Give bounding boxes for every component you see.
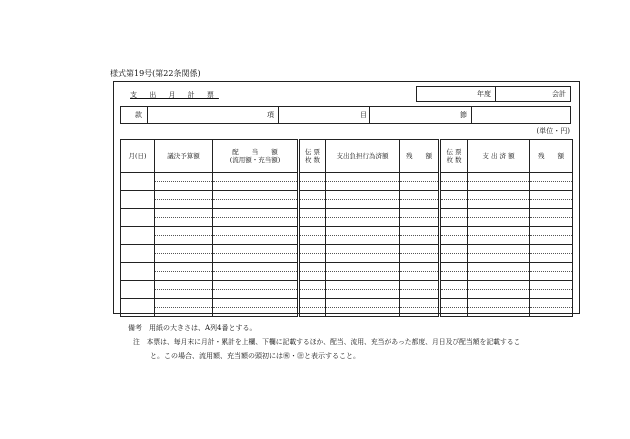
table-cell[interactable] bbox=[326, 299, 400, 308]
table-row bbox=[121, 308, 573, 317]
table-row bbox=[121, 290, 573, 299]
table-cell[interactable] bbox=[440, 191, 468, 200]
table-cell[interactable] bbox=[530, 308, 573, 317]
fiscal-account-box bbox=[416, 86, 571, 102]
notes-line-1: 備考 用紙の大きさは、A列4番とする。 bbox=[128, 324, 257, 332]
table-cell[interactable] bbox=[299, 272, 326, 281]
header-month-day: 月(日) bbox=[121, 140, 155, 173]
table-cell[interactable] bbox=[299, 281, 326, 290]
table-row bbox=[121, 191, 573, 200]
table-row bbox=[121, 263, 573, 272]
table-cell[interactable] bbox=[299, 290, 326, 299]
table-cell[interactable] bbox=[299, 182, 326, 191]
table-cell[interactable] bbox=[299, 200, 326, 209]
header-allocation-label: 配 当 額 bbox=[232, 148, 278, 156]
table-cell[interactable] bbox=[155, 254, 213, 263]
table-cell[interactable] bbox=[400, 200, 440, 209]
table-row bbox=[121, 218, 573, 227]
table-cell[interactable] bbox=[468, 191, 530, 200]
table-cell[interactable] bbox=[400, 299, 440, 308]
table-cell[interactable] bbox=[530, 182, 573, 191]
table-cell[interactable] bbox=[400, 236, 440, 245]
table-cell[interactable] bbox=[121, 227, 155, 245]
kan-label: 款 bbox=[135, 111, 142, 119]
table-cell[interactable] bbox=[121, 191, 155, 209]
table-cell[interactable] bbox=[213, 299, 299, 308]
header-balance-1: 残 額 bbox=[400, 140, 440, 173]
table-cell[interactable] bbox=[155, 200, 213, 209]
table-cell[interactable] bbox=[530, 272, 573, 281]
table-cell[interactable] bbox=[468, 218, 530, 227]
table-cell[interactable] bbox=[121, 245, 155, 263]
table-cell[interactable] bbox=[155, 290, 213, 299]
table-cell[interactable] bbox=[400, 218, 440, 227]
table-cell[interactable] bbox=[440, 209, 468, 218]
table-cell[interactable] bbox=[468, 245, 530, 254]
table-cell[interactable] bbox=[155, 218, 213, 227]
table-cell[interactable] bbox=[468, 236, 530, 245]
table-cell[interactable] bbox=[468, 200, 530, 209]
table-cell[interactable] bbox=[468, 290, 530, 299]
table-row bbox=[121, 254, 573, 263]
setsu-label: 節 bbox=[460, 111, 467, 119]
account-label: 会計 bbox=[552, 90, 566, 98]
table-cell[interactable] bbox=[440, 308, 468, 317]
table-cell[interactable] bbox=[213, 245, 299, 254]
table-cell[interactable] bbox=[468, 263, 530, 272]
fiscal-year-cell bbox=[416, 86, 496, 102]
table-cell[interactable] bbox=[326, 236, 400, 245]
table-cell[interactable] bbox=[400, 254, 440, 263]
table-row bbox=[121, 281, 573, 290]
table-cell[interactable] bbox=[400, 227, 440, 236]
table-cell[interactable] bbox=[400, 182, 440, 191]
table-cell[interactable] bbox=[530, 236, 573, 245]
table-cell[interactable] bbox=[400, 272, 440, 281]
table-cell[interactable] bbox=[440, 200, 468, 209]
table-cell[interactable] bbox=[213, 236, 299, 245]
table-cell[interactable] bbox=[155, 182, 213, 191]
table-cell[interactable] bbox=[400, 209, 440, 218]
table-cell[interactable] bbox=[299, 209, 326, 218]
table-cell[interactable] bbox=[213, 182, 299, 191]
table-cell[interactable] bbox=[155, 245, 213, 254]
unit-label: (単位・円) bbox=[536, 127, 570, 135]
table-cell[interactable] bbox=[155, 209, 213, 218]
table-header-row bbox=[121, 140, 573, 173]
table-cell[interactable] bbox=[530, 209, 573, 218]
table-cell[interactable] bbox=[299, 254, 326, 263]
monthly-ledger-table bbox=[120, 139, 573, 317]
table-cell[interactable] bbox=[530, 227, 573, 236]
table-cell[interactable] bbox=[155, 227, 213, 236]
table-cell[interactable] bbox=[213, 281, 299, 290]
notes-line-3: と。この場合、流用額、充当額の頭初には㊗・㊟と表示すること。 bbox=[150, 352, 360, 360]
table-cell[interactable] bbox=[121, 263, 155, 281]
table-cell[interactable] bbox=[530, 299, 573, 308]
table-cell[interactable] bbox=[213, 191, 299, 200]
table-row bbox=[121, 236, 573, 245]
table-cell[interactable] bbox=[468, 182, 530, 191]
table-cell[interactable] bbox=[121, 209, 155, 227]
table-cell[interactable] bbox=[213, 173, 299, 182]
table-cell[interactable] bbox=[326, 272, 400, 281]
table-cell[interactable] bbox=[299, 191, 326, 200]
table-cell[interactable] bbox=[326, 308, 400, 317]
classification-row bbox=[120, 106, 571, 124]
table-cell[interactable] bbox=[530, 245, 573, 254]
table-cell[interactable] bbox=[468, 299, 530, 308]
table-cell[interactable] bbox=[326, 227, 400, 236]
table-cell[interactable] bbox=[299, 173, 326, 182]
table-cell[interactable] bbox=[213, 254, 299, 263]
fiscal-year-label: 年度 bbox=[477, 90, 491, 98]
table-cell[interactable] bbox=[155, 272, 213, 281]
table-cell[interactable] bbox=[213, 227, 299, 236]
table-row bbox=[121, 209, 573, 218]
table-cell[interactable] bbox=[299, 308, 326, 317]
table-cell[interactable] bbox=[468, 173, 530, 182]
table-cell[interactable] bbox=[530, 290, 573, 299]
table-row bbox=[121, 245, 573, 254]
header-voucher-count-1: 伝 票 枚 数 bbox=[299, 140, 326, 173]
table-cell[interactable] bbox=[440, 173, 468, 182]
table-cell[interactable] bbox=[326, 200, 400, 209]
table-cell[interactable] bbox=[440, 182, 468, 191]
table-cell[interactable] bbox=[155, 299, 213, 308]
table-cell[interactable] bbox=[155, 263, 213, 272]
table-cell[interactable] bbox=[530, 263, 573, 272]
table-cell[interactable] bbox=[530, 191, 573, 200]
table-cell[interactable] bbox=[155, 236, 213, 245]
header-expended-amount: 支 出 済 額 bbox=[468, 140, 530, 173]
table-cell[interactable] bbox=[468, 227, 530, 236]
table-cell[interactable] bbox=[400, 308, 440, 317]
table-cell[interactable] bbox=[213, 308, 299, 317]
table-cell[interactable] bbox=[400, 281, 440, 290]
table-cell[interactable] bbox=[440, 236, 468, 245]
table-cell[interactable] bbox=[530, 254, 573, 263]
table-cell[interactable] bbox=[155, 173, 213, 182]
notes-line-2: 注 本票は、毎月末に月計・累計を上欄、下欄に記載するほか、配当、流用、充当があった都度、月日及び配当額を記載するこ bbox=[133, 338, 521, 346]
table-cell[interactable] bbox=[326, 209, 400, 218]
table-cell[interactable] bbox=[121, 299, 155, 317]
form-title: 支 出 月 計 票 bbox=[130, 91, 219, 99]
table-cell[interactable] bbox=[299, 227, 326, 236]
table-cell[interactable] bbox=[440, 290, 468, 299]
header-voucher-count-2: 伝 票 枚 数 bbox=[440, 140, 468, 173]
table-cell[interactable] bbox=[326, 182, 400, 191]
kou-label: 項 bbox=[267, 111, 274, 119]
table-cell[interactable] bbox=[468, 272, 530, 281]
table-cell[interactable] bbox=[400, 290, 440, 299]
moku-label: 目 bbox=[360, 111, 367, 119]
table-cell[interactable] bbox=[440, 263, 468, 272]
table-cell[interactable] bbox=[213, 200, 299, 209]
table-cell[interactable] bbox=[326, 173, 400, 182]
table-cell[interactable] bbox=[299, 299, 326, 308]
table-cell[interactable] bbox=[400, 263, 440, 272]
table-cell[interactable] bbox=[468, 209, 530, 218]
table-cell[interactable] bbox=[299, 236, 326, 245]
table-row bbox=[121, 227, 573, 236]
table-cell[interactable] bbox=[326, 281, 400, 290]
table-cell[interactable] bbox=[440, 299, 468, 308]
header-balance-2: 残 額 bbox=[530, 140, 573, 173]
table-cell[interactable] bbox=[326, 254, 400, 263]
table-cell[interactable] bbox=[213, 218, 299, 227]
table-cell[interactable] bbox=[468, 254, 530, 263]
form-number-label: 様式第19号(第22条関係) bbox=[110, 69, 201, 78]
table-cell[interactable] bbox=[440, 218, 468, 227]
table-cell[interactable] bbox=[468, 308, 530, 317]
table-cell[interactable] bbox=[213, 209, 299, 218]
table-cell[interactable] bbox=[440, 281, 468, 290]
table-cell[interactable] bbox=[400, 191, 440, 200]
table-cell[interactable] bbox=[326, 218, 400, 227]
table-cell[interactable] bbox=[530, 173, 573, 182]
table-cell[interactable] bbox=[530, 281, 573, 290]
table-cell[interactable] bbox=[400, 173, 440, 182]
table-cell[interactable] bbox=[213, 290, 299, 299]
table-row bbox=[121, 299, 573, 308]
table-cell[interactable] bbox=[530, 200, 573, 209]
table-cell[interactable] bbox=[155, 308, 213, 317]
header-allocation-sub: (流用額・充当額) bbox=[229, 156, 281, 164]
table-cell[interactable] bbox=[326, 263, 400, 272]
table-cell[interactable] bbox=[213, 263, 299, 272]
table-cell[interactable] bbox=[440, 245, 468, 254]
table-cell[interactable] bbox=[299, 245, 326, 254]
table-cell[interactable] bbox=[326, 245, 400, 254]
table-cell[interactable] bbox=[121, 173, 155, 191]
table-cell[interactable] bbox=[468, 281, 530, 290]
table-row bbox=[121, 173, 573, 182]
table-cell[interactable] bbox=[299, 218, 326, 227]
table-cell[interactable] bbox=[440, 227, 468, 236]
table-cell[interactable] bbox=[121, 281, 155, 299]
header-budget-amount: 議決予算額 bbox=[155, 140, 213, 173]
table-cell[interactable] bbox=[440, 254, 468, 263]
table-cell[interactable] bbox=[299, 263, 326, 272]
table-row bbox=[121, 200, 573, 209]
table-cell[interactable] bbox=[213, 272, 299, 281]
table-cell[interactable] bbox=[155, 191, 213, 200]
table-cell[interactable] bbox=[530, 218, 573, 227]
header-allocation bbox=[213, 140, 299, 173]
table-cell[interactable] bbox=[326, 290, 400, 299]
table-row bbox=[121, 182, 573, 191]
header-obligation-amount: 支出負担行為済額 bbox=[326, 140, 400, 173]
table-cell[interactable] bbox=[326, 191, 400, 200]
table-row bbox=[121, 272, 573, 281]
table-cell[interactable] bbox=[400, 245, 440, 254]
table-cell[interactable] bbox=[155, 281, 213, 290]
table-body bbox=[121, 173, 573, 317]
table-cell[interactable] bbox=[440, 272, 468, 281]
